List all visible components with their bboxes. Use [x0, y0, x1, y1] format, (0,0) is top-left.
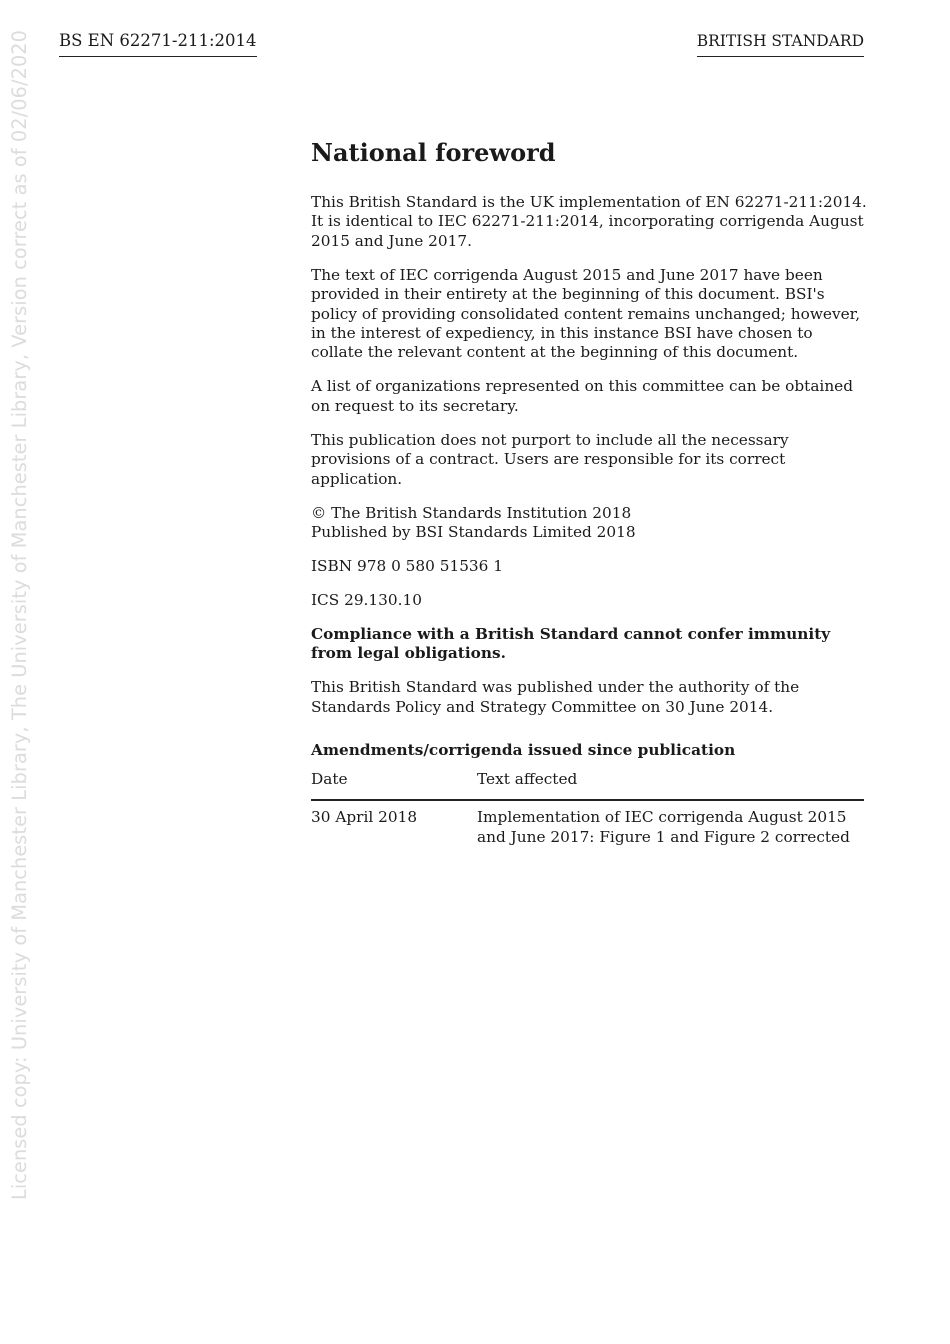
- document-number: BS EN 62271-211:2014: [59, 31, 257, 57]
- ics-code: ICS 29.130.10: [311, 591, 422, 610]
- standard-series-label: BRITISH STANDARD: [697, 31, 864, 57]
- copyright-block: [311, 504, 867, 543]
- paragraph-implementation: This British Standard is the UK implementation of EN 62271-211:2014. It is identical to IEC 62271-211:2014, incorporating corrigenda August 2015 and June 2017.: [311, 193, 867, 250]
- amendments-title: Amendments/corrigenda issued since publication: [311, 741, 736, 760]
- paragraph-committee: A list of organizations represented on this committee can be obtained on request to its secretary.: [311, 377, 854, 415]
- isbn: ISBN 978 0 580 51536 1: [311, 557, 503, 576]
- page-title: National foreword: [311, 138, 556, 167]
- license-watermark: Licensed copy: University of Manchester Library, The University of Manchester Library, Version correct as of 02/06/2020: [8, 29, 31, 1200]
- amendment-date: 30 April 2018: [311, 808, 418, 827]
- amendments-table: [311, 770, 864, 847]
- amendment-text: Implementation of IEC corrigenda August 2015 and June 2017: Figure 1 and Figure 2 corrected: [477, 808, 850, 846]
- table-row: [311, 800, 864, 847]
- copyright-line: © The British Standards Institution 2018: [311, 503, 632, 522]
- compliance-notice: Compliance with a British Standard cannot confer immunity from legal obligations.: [311, 625, 831, 663]
- publisher-line: Published by BSI Standards Limited 2018: [311, 523, 636, 542]
- authority-statement: This British Standard was published under the authority of the Standards Policy and Strategy Committee on 30 June 2014.: [311, 678, 800, 716]
- foreword-content: [311, 138, 867, 847]
- paragraph-corrigenda: The text of IEC corrigenda August 2015 and June 2017 have been provided in their entirety at the beginning of this document. BSI's policy of providing consolidated content remains unchanged; however, in the interest of expediency, in this instance BSI have chosen to collate the relevant content at the beginning of this document.: [311, 265, 861, 362]
- column-header-date: Date: [311, 770, 477, 800]
- paragraph-provisions: This publication does not purport to include all the necessary provisions of a contract. Users are responsible for its correct application.: [311, 430, 789, 488]
- table-header-row: [311, 770, 864, 800]
- column-header-text-affected: Text affected: [477, 770, 864, 800]
